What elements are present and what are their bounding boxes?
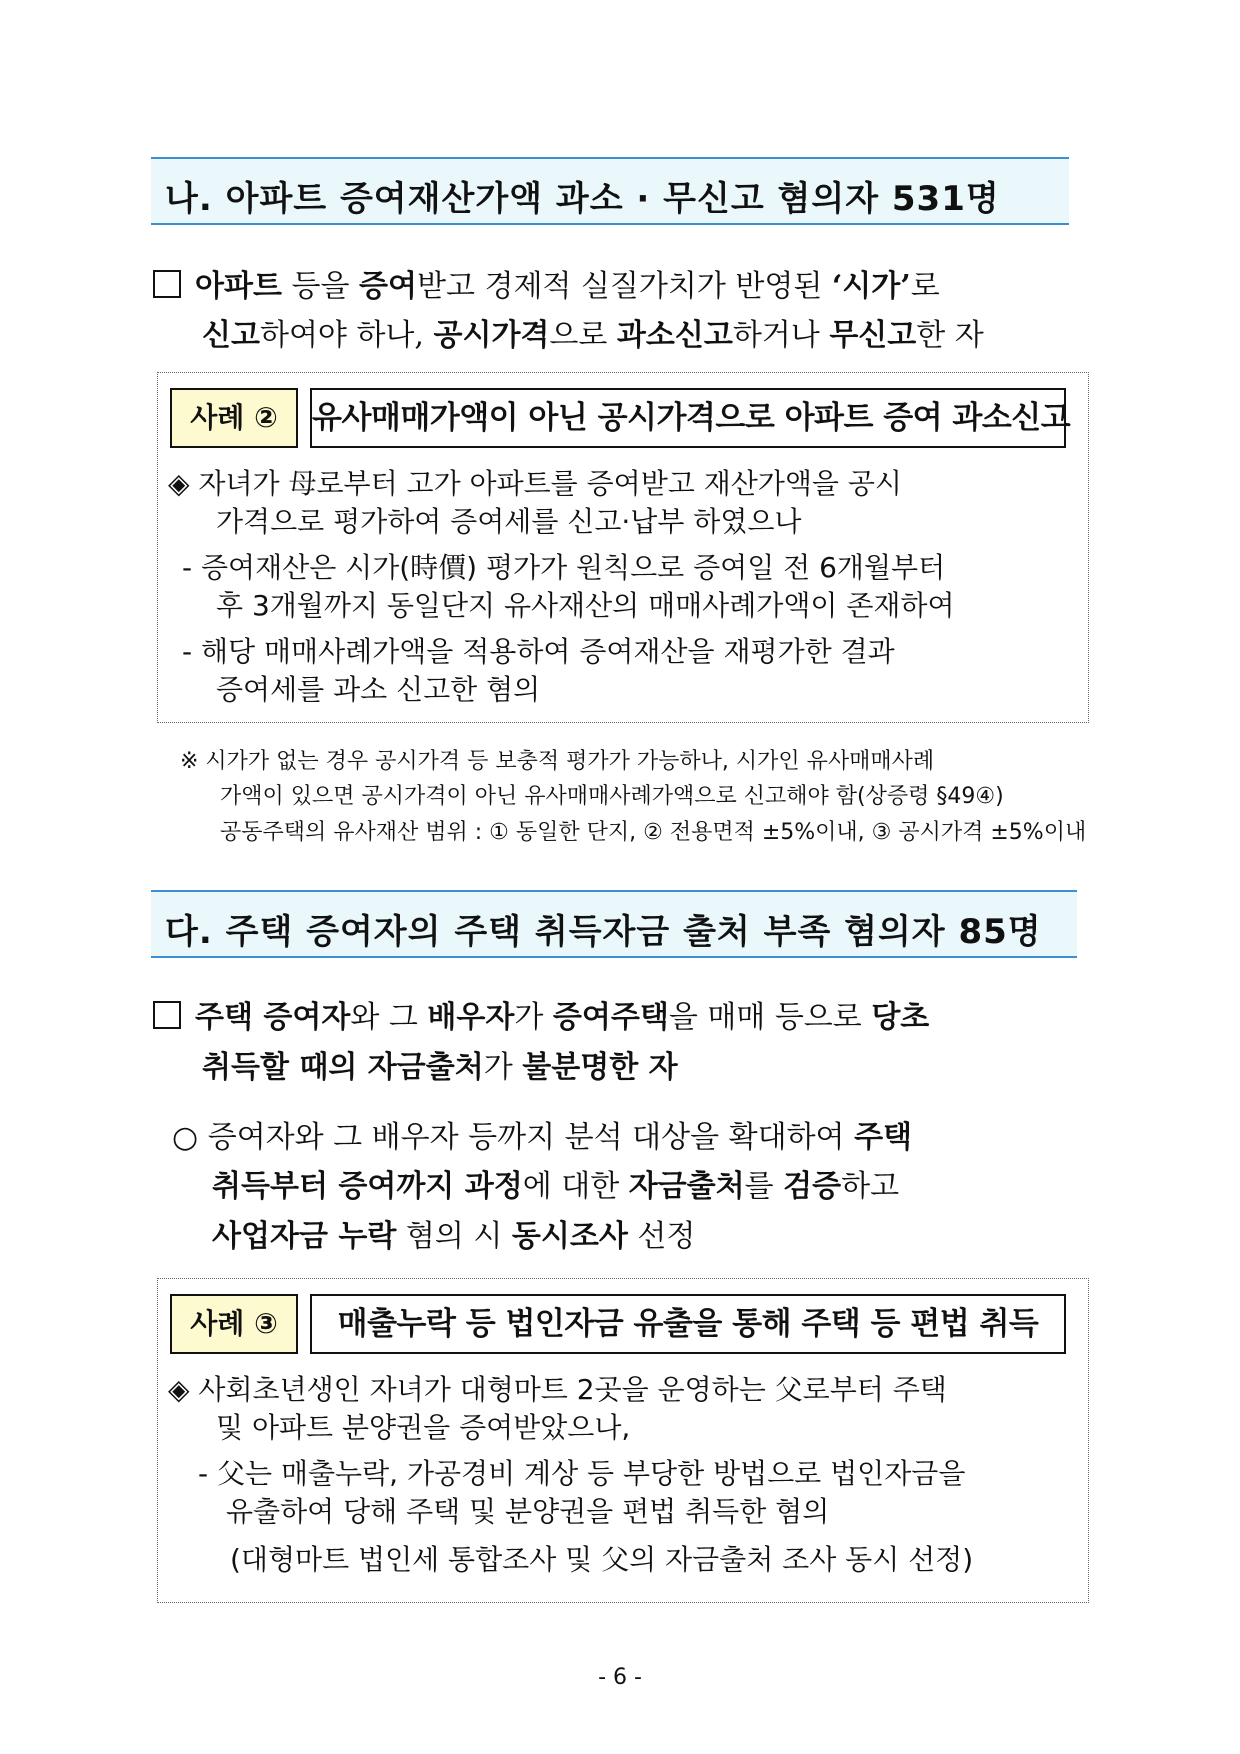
case-title: 유사매매가액이 아닌 공시가격으로 아파트 증여 과소신고 (310, 388, 1066, 448)
section-heading-da (151, 890, 1077, 958)
case-line: - 증여재산은 시가(時價) 평가가 원칙으로 증여일 전 6개월부터 (182, 551, 946, 584)
sub-line-3: 사업자금 누락 혐의 시 동시조사 선정 (212, 1219, 696, 1254)
page-number: - 6 - (598, 1665, 642, 1690)
intro-line-1: 주택 증여자와 그 배우자가 증여주택을 매매 등으로 당초 (153, 993, 929, 1043)
section-heading-na (151, 157, 1069, 225)
section-title: 다. 주택 증여자의 주택 취득자금 출처 부족 혐의자 85명 (165, 912, 1042, 952)
case-line: ◈ 사회초년생인 자녀가 대형마트 2곳을 운영하는 父로부터 주택 (168, 1373, 947, 1406)
note-line: 공동주택의 유사재산 범위 : ① 동일한 단지, ② 전용면적 ±5%이내, ③ 공시가격 ±5%이내 (220, 820, 1087, 845)
case-line: - 父는 매출누락, 가공경비 계상 등 부당한 방법으로 법인자금을 (198, 1457, 966, 1490)
sub-line-2: 취득부터 증여까지 과정에 대한 자금출처를 검증하고 (212, 1169, 900, 1204)
case-box-2 (157, 372, 1089, 723)
case-line: 유출하여 당해 주택 및 분양권을 편법 취득한 혐의 (226, 1495, 830, 1528)
sub-line-1: ○ 증여자와 그 배우자 등까지 분석 대상을 확대하여 주택 (172, 1120, 913, 1155)
note-line: 가액이 있으면 공시가격이 아닌 유사매매사례가액으로 신고해야 함(상증령 §49④) (220, 784, 1004, 809)
note-line: ※ 시가가 없는 경우 공시가격 등 보충적 평가가 가능하나, 시가인 유사매매사례 (180, 749, 935, 774)
intro-line-2: 신고하여야 하나, 공시가격으로 과소신고하거나 무신고한 자 (202, 318, 984, 353)
case-line: 및 아파트 분양권을 증여받았으나, (216, 1411, 631, 1444)
case-line: ◈ 자녀가 母로부터 고가 아파트를 증여받고 재산가액을 공시 (168, 467, 902, 500)
checkbox-icon (153, 1001, 181, 1029)
case-label: 사례 ② (170, 388, 298, 448)
case-line: 증여세를 과소 신고한 혐의 (216, 673, 541, 706)
case-line: - 해당 매매사례가액을 적용하여 증여재산을 재평가한 결과 (182, 635, 895, 668)
case-line: 가격으로 평가하여 증여세를 신고·납부 하였으나 (216, 505, 802, 538)
case-title: 매출누락 등 법인자금 유출을 통해 주택 등 편법 취득 (310, 1294, 1066, 1354)
case-label: 사례 ③ (170, 1294, 298, 1354)
intro-line-2: 취득할 때의 자금출처가 불분명한 자 (202, 1050, 678, 1085)
case-line: 후 3개월까지 동일단지 유사재산의 매매사례가액이 존재하여 (216, 589, 955, 622)
intro-line-1: 아파트 등을 증여받고 경제적 실질가치가 반영된 ‘시가’로 (153, 262, 940, 312)
checkbox-icon (153, 270, 181, 298)
case-line: (대형마트 법인세 통합조사 및 父의 자금출처 조사 동시 선정) (230, 1543, 974, 1576)
case-box-3 (157, 1278, 1089, 1603)
section-title: 나. 아파트 증여재산가액 과소 · 무신고 혐의자 531명 (165, 179, 1000, 219)
